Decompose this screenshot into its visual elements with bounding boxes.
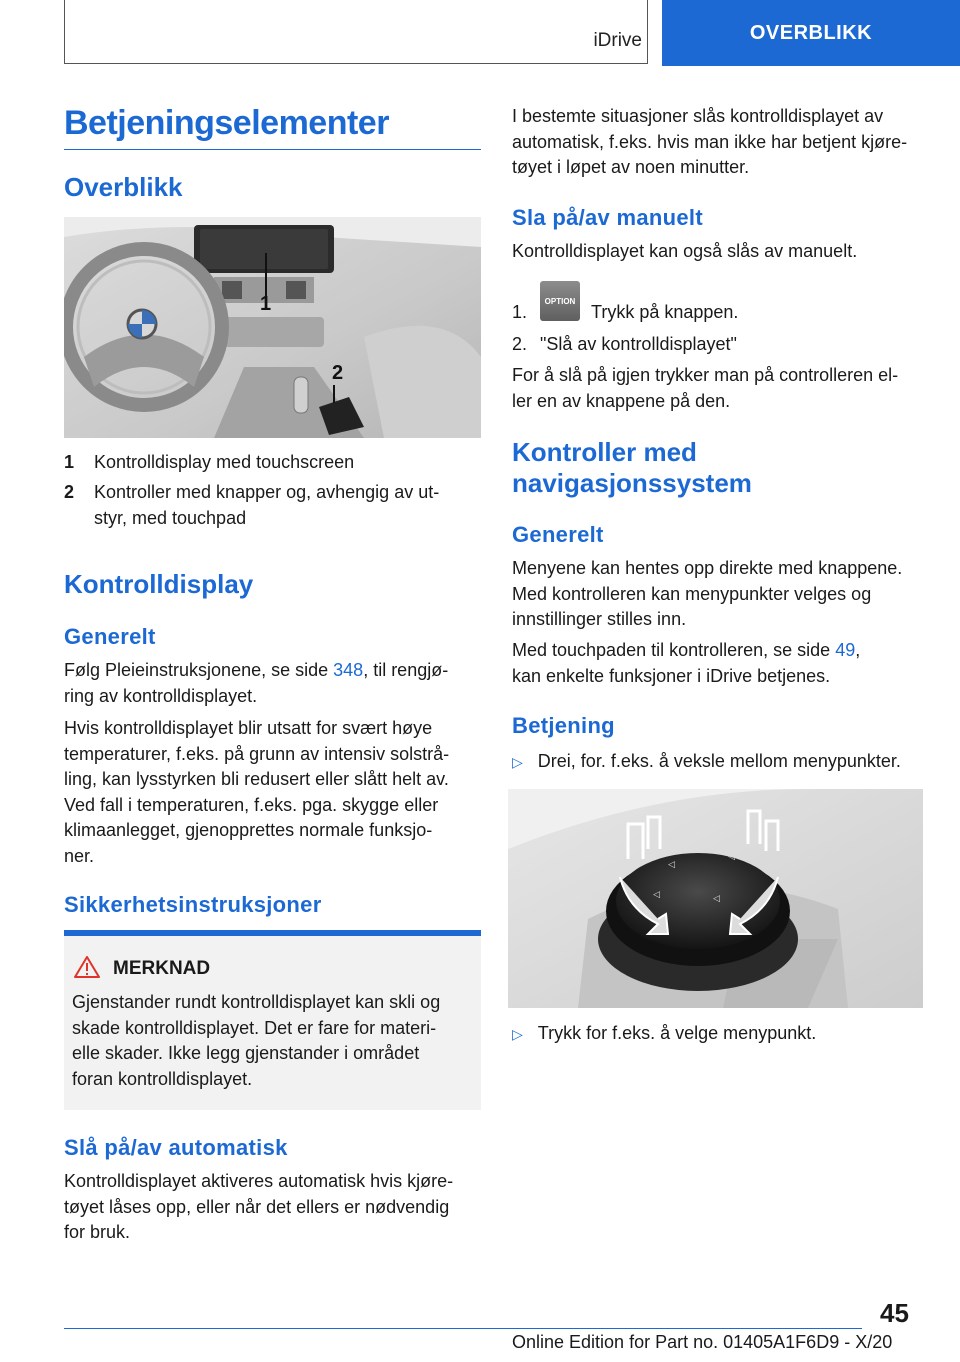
note-title: MERKNAD [113, 958, 211, 979]
page-link-348[interactable]: 348 [333, 660, 364, 680]
bullet-item: ▷ Trykk for f.eks. å velge menypunkt. [512, 1023, 817, 1043]
title-rule [64, 149, 481, 150]
svg-text:◁: ◁ [728, 852, 735, 862]
figure-callout-1: 1 [260, 293, 272, 315]
step-number-2: 2. [512, 334, 528, 354]
triangle-bullet-icon: ▷ [512, 754, 523, 770]
footer-rule [64, 1328, 862, 1329]
header-tab-overblikk: OVERBLIKK [662, 0, 960, 66]
general-paragraph-2: Hvis kontrolldisplayet blir utsatt for svært høye temperaturer, f.eks. på grunn av intensiv solstrå- ling, kan lysstyrken bli redusert eller slått helt av. Ved fall i temperaturen, f.eks. pga. skygge eller klimaanlegget, gjenopprettes normale funksjo- ner. [64, 718, 450, 866]
step-text-1: Trykk på knappen. [591, 302, 739, 322]
svg-text:◁: ◁ [668, 860, 675, 870]
page-title: Betjeningselementer [64, 104, 389, 142]
legend-number: 2 [64, 482, 75, 502]
safety-heading: Sikkerhetsinstruksjoner [64, 892, 322, 917]
step-text-2: "Slå av kontrolldisplayet" [540, 334, 737, 354]
header-frame [64, 0, 648, 64]
legend-number: 1 [64, 452, 75, 472]
step-number-1: 1. [512, 302, 528, 322]
bullet-item: ▷ Drei, for. f.eks. å veksle mellom menypunkter. [512, 751, 901, 771]
overview-heading: Overblikk [64, 172, 183, 202]
auto-heading: Slå på/av automatisk [64, 1135, 288, 1160]
manual-heading: Sla på/av manuelt [512, 205, 703, 230]
option-button-icon: OPTION [540, 281, 580, 321]
note-text: Gjenstander rundt kontrolldisplayet kan skli og skade kontrolldisplayet. Det er fare for materi- elle skader. Ikke legg gjenstander i området foran kontrolldisplayet. [72, 992, 441, 1089]
controller-general-heading: Generelt [512, 522, 604, 547]
page-link-49[interactable]: 49 [835, 640, 856, 660]
header-section-label: iDrive [593, 30, 642, 51]
display-heading: Kontrolldisplay [64, 569, 254, 599]
controller-illustration [508, 789, 923, 1008]
page-number: 45 [880, 1298, 909, 1328]
note-bar [64, 930, 481, 936]
legend-text: Kontrolldisplay med touchscreen [94, 452, 355, 472]
figure-legend [64, 450, 481, 533]
general-paragraph-1: Følg Pleieinstruksjonene, se side 348, til rengjø- ring av kontrolldisplayet. [64, 660, 449, 706]
figure-callout-2: 2 [332, 362, 344, 384]
display-general-heading: Generelt [64, 624, 156, 649]
intro-paragraph: I bestemte situasjoner slås kontrolldisplayet av automatisk, f.eks. hvis man ikke har betjent kjøre- tøyet i løpet av noen minutter. [512, 106, 908, 177]
manual-after-paragraph: For å slå på igjen trykker man på controlleren el- ler en av knappene på den. [512, 365, 899, 411]
controller-heading: Kontroller med navigasjonssystem [512, 437, 752, 498]
triangle-bullet-icon: ▷ [512, 1026, 523, 1042]
operation-heading: Betjening [512, 713, 615, 738]
legend-text: Kontroller med knapper og, avhengig av ut- [94, 482, 440, 502]
controller-general-paragraph: Menyene kan hentes opp direkte med knappene. Med kontrolleren kan menypunkter velges og innstillinger stilles inn. [512, 558, 903, 629]
cockpit-illustration [64, 217, 481, 438]
warning-icon [74, 956, 100, 978]
svg-text:◁: ◁ [653, 890, 660, 900]
touchpad-paragraph: Med touchpaden til kontrolleren, se side 49, kan enkelte funksjoner i iDrive betjenes. [512, 640, 861, 686]
legend-item [64, 477, 481, 533]
edition-text: Online Edition for Part no. 01405A1F6D9 - X/20 [512, 1332, 893, 1352]
manual-text: Kontrolldisplayet kan også slås av manuelt. [512, 241, 858, 261]
legend-text: styr, med touchpad [94, 508, 247, 528]
auto-paragraph: Kontrolldisplayet aktiveres automatisk hvis kjøre- tøyet låses opp, eller når det ellers er nødvendig for bruk. [64, 1171, 454, 1242]
legend-item [64, 450, 481, 477]
svg-text:◁: ◁ [713, 894, 720, 904]
